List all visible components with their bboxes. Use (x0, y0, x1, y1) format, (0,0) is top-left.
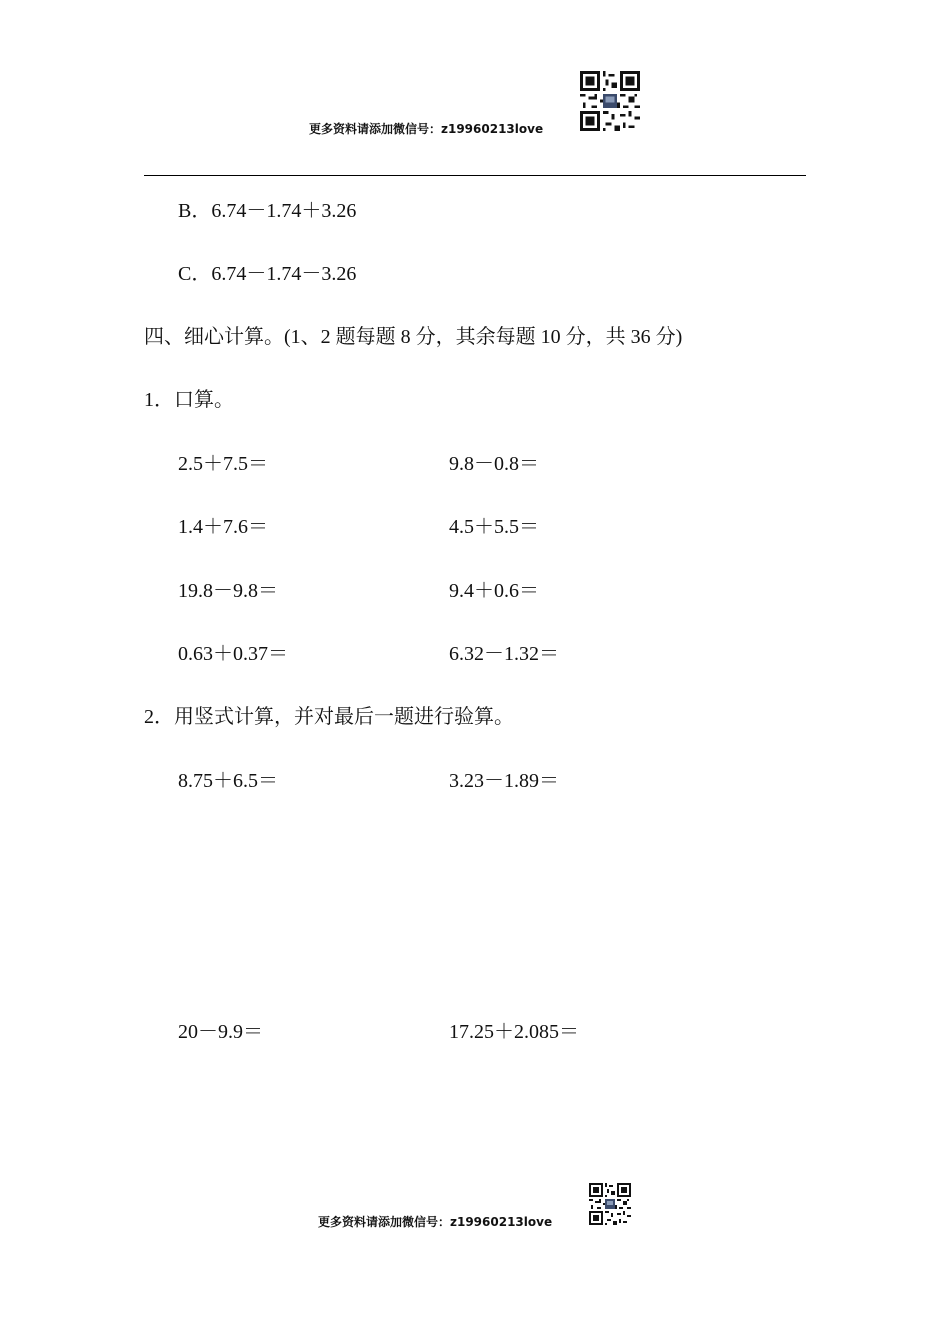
qr-code-image (589, 1183, 631, 1225)
q1-title: 1．口算。 (144, 389, 234, 411)
header-text: 更多资料请添加微信号：z19960213love (309, 122, 544, 136)
footer-text: 更多资料请添加微信号：z19960213love (318, 1215, 553, 1229)
section-title: 四、细心计算。(1、2 题每题 8 分，其余每题 10 分，共 36 分) (144, 326, 683, 348)
header-divider (144, 175, 806, 176)
q2-item: 17.25＋2.085＝ (449, 1021, 579, 1043)
q1-item: 19.8－9.8＝ (178, 580, 278, 602)
q2-title: 2．用竖式计算，并对最后一题进行验算。 (144, 706, 514, 728)
q2-item: 8.75＋6.5＝ (178, 770, 278, 792)
q1-item: 6.32－1.32＝ (449, 643, 559, 665)
q1-item: 2.5＋7.5＝ (178, 453, 268, 475)
q2-item: 20－9.9＝ (178, 1021, 263, 1043)
option-c: C．6.74－1.74－3.26 (178, 263, 357, 285)
q1-item: 9.8－0.8＝ (449, 453, 539, 475)
q2-item: 3.23－1.89＝ (449, 770, 559, 792)
q1-item: 0.63＋0.37＝ (178, 643, 288, 665)
q1-item: 1.4＋7.6＝ (178, 516, 268, 538)
q1-item: 9.4＋0.6＝ (449, 580, 539, 602)
q1-item: 4.5＋5.5＝ (449, 516, 539, 538)
option-b: B．6.74－1.74＋3.26 (178, 200, 357, 222)
qr-code-image (580, 71, 640, 131)
